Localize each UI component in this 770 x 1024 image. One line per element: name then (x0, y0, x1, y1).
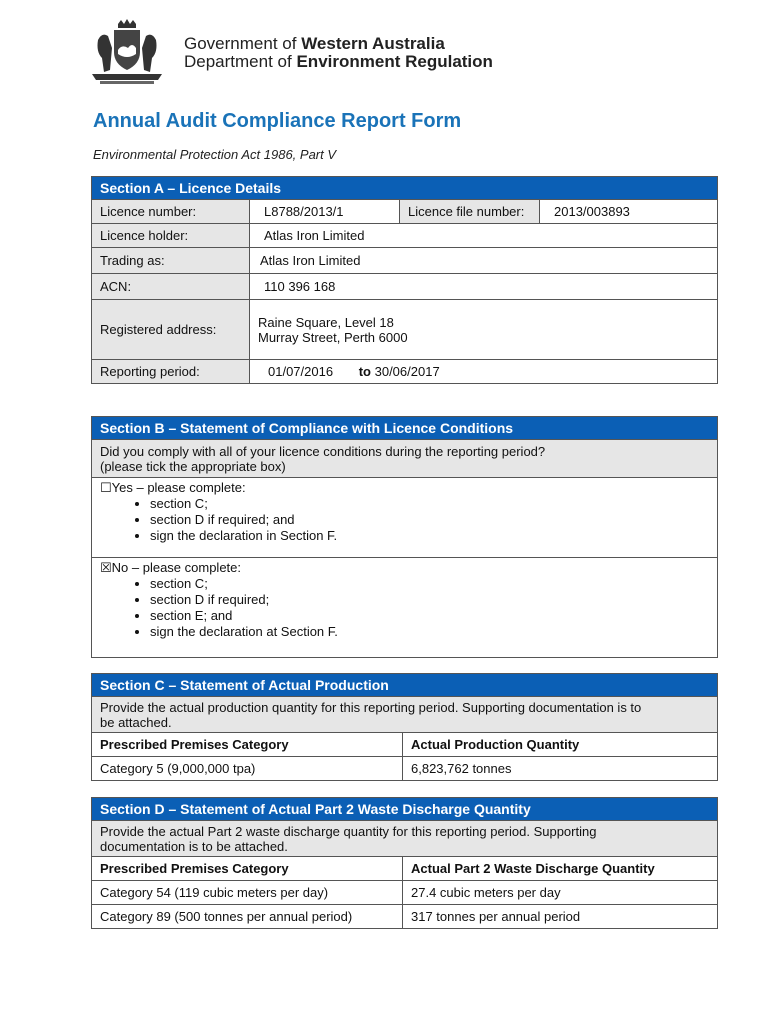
no-option[interactable] (92, 558, 718, 658)
list-item: • section E; and (150, 608, 709, 624)
question-line-2: (please tick the appropriate box) (100, 458, 286, 474)
list-item: • section C; (150, 576, 709, 592)
no-label: No – please complete: (111, 560, 242, 575)
licence-file-label: Licence file number: (400, 200, 540, 224)
government-name: Government of Western Australia (184, 34, 445, 53)
section-a-heading: Section A – Licence Details (92, 177, 718, 200)
category-cell: Category 89 (500 tonnes per annual period) (92, 905, 403, 929)
column-header: Actual Production Quantity (403, 733, 718, 757)
quantity-cell[interactable]: 6,823,762 tonnes (403, 757, 718, 781)
yes-option[interactable] (92, 478, 718, 558)
list-item: • section C; (150, 496, 709, 512)
form-subtitle: Environmental Protection Act 1986, Part V (93, 147, 337, 162)
question-line-1: Did you comply with all of your licence conditions during the reporting period? (100, 443, 546, 459)
yes-checkbox[interactable]: ☐ (100, 480, 112, 495)
instruction-line-2: be attached. (100, 714, 172, 730)
acn-value[interactable]: 110 396 168 (250, 274, 718, 300)
letterhead (88, 18, 688, 88)
list-item: • sign the declaration in Section F. (150, 528, 709, 544)
period-from: 01/07/2016 (268, 364, 334, 379)
section-c-heading: Section C – Statement of Actual Production (92, 674, 718, 697)
registered-address-value[interactable] (250, 300, 718, 360)
licence-holder-label: Licence holder: (92, 224, 250, 248)
no-checkbox[interactable]: ☒ (100, 560, 112, 575)
section-d-heading: Section D – Statement of Actual Part 2 Waste Discharge Quantity (92, 798, 718, 821)
period-to-word: to (358, 364, 371, 379)
acn-label: ACN: (92, 274, 250, 300)
licence-holder-value[interactable]: Atlas Iron Limited (250, 224, 718, 248)
column-header: Actual Part 2 Waste Discharge Quantity (403, 857, 718, 881)
no-list (100, 576, 709, 640)
yes-label: Yes – please complete: (111, 480, 246, 495)
instruction-line-1: Provide the actual Part 2 waste discharge quantity for this reporting period. Supporting (100, 823, 597, 839)
licence-file-value[interactable]: 2013/003893 (540, 200, 718, 224)
quantity-cell[interactable]: 317 tonnes per annual period (403, 905, 718, 929)
section-c-instruction (92, 697, 718, 733)
reporting-period-label: Reporting period: (92, 360, 250, 384)
form-title: Annual Audit Compliance Report Form (93, 110, 462, 132)
section-d-table (91, 797, 718, 929)
instruction-line-2: documentation is to be attached. (100, 838, 288, 854)
category-cell: Category 5 (9,000,000 tpa) (92, 757, 403, 781)
column-header: Prescribed Premises Category (92, 733, 403, 757)
department-name: Department of Environment Regulation (184, 52, 493, 71)
table-row (92, 757, 718, 781)
quantity-cell[interactable]: 27.4 cubic meters per day (403, 881, 718, 905)
list-item: • section D if required; (150, 592, 709, 608)
section-d-instruction (92, 821, 718, 857)
list-item: • sign the declaration at Section F. (150, 624, 709, 640)
section-a-table (91, 176, 718, 384)
instruction-line-1: Provide the actual production quantity for this reporting period. Supporting documentation is to (100, 699, 642, 715)
period-to: 30/06/2017 (374, 364, 440, 379)
section-b-table (91, 416, 718, 658)
address-line-2: Murray Street, Perth 6000 (258, 329, 408, 345)
licence-number-value[interactable]: L8788/2013/1 (250, 200, 400, 224)
registered-address-label: Registered address: (92, 300, 250, 360)
reporting-period-value[interactable] (250, 360, 718, 384)
table-row (92, 905, 718, 929)
licence-number-label: Licence number: (92, 200, 250, 224)
category-cell: Category 54 (119 cubic meters per day) (92, 881, 403, 905)
list-item: • section D if required; and (150, 512, 709, 528)
address-line-1: Raine Square, Level 18 (258, 314, 394, 330)
wa-coat-of-arms-icon (88, 18, 166, 86)
table-row (92, 881, 718, 905)
trading-as-label: Trading as: (92, 248, 250, 274)
yes-list (100, 496, 709, 544)
column-header: Prescribed Premises Category (92, 857, 403, 881)
compliance-question (92, 440, 718, 478)
trading-as-value[interactable]: Atlas Iron Limited (250, 248, 718, 274)
section-c-table (91, 673, 718, 781)
section-b-heading: Section B – Statement of Compliance with Licence Conditions (92, 417, 718, 440)
